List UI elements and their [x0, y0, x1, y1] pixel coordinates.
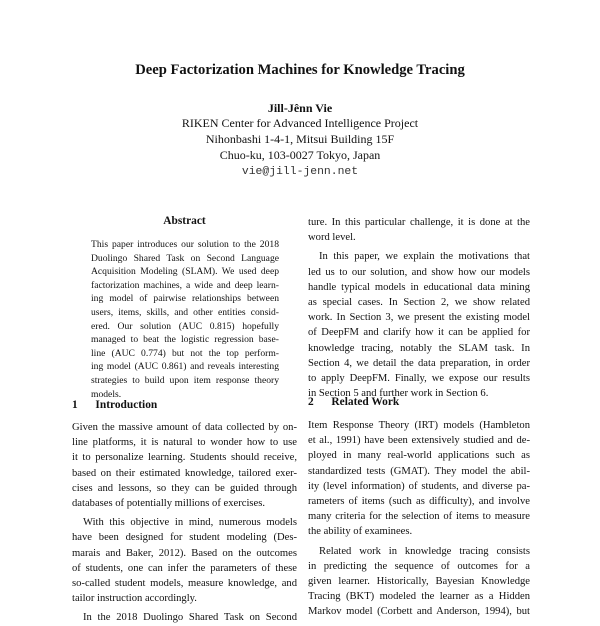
author-name: Jill-Jênn Vie — [267, 101, 333, 115]
paragraph-line: Section 4, we detail the data preparation, in order — [308, 357, 530, 369]
paragraph-line: of students, one can infer the parameters of these — [72, 562, 297, 574]
paragraph-line: ture. In this particular challenge, it is done at the — [308, 217, 530, 228]
related-work-text — [308, 418, 530, 620]
section-title: Related Work — [331, 396, 400, 408]
paragraph-line: based on their estimated knowledge, tailored exer- — [72, 467, 297, 479]
abstract-line: models. — [91, 388, 122, 400]
section-title: Introduction — [95, 399, 158, 411]
paragraph-line: so-called student models, measure knowledge, and — [72, 578, 297, 590]
paragraph-line: the ability of examinees. — [308, 526, 413, 538]
intro-continued-text — [308, 215, 530, 401]
paragraph-line: Item Response Theory (IRT) models (Hambleton — [308, 420, 530, 431]
paragraph-line: word level. — [308, 232, 356, 244]
paragraph-line: knowledge tracing, notably the SLAM task. In — [308, 342, 530, 354]
section-1-heading — [72, 398, 157, 412]
affiliation-block — [0, 115, 600, 180]
abstract-line: factorization machines, a wide and deep learn- — [91, 279, 279, 291]
paragraph-line: tailor instruction accordingly. — [72, 593, 197, 605]
paragraph-line: many criteria for the selection of items to measure — [308, 511, 530, 523]
abstract-line: ing model of pairwise relationships between — [91, 293, 279, 305]
paragraph-line: in Section 5 and further work in Section 6. — [308, 388, 489, 400]
paragraph-line: Tracing (BKT) modeled the learner as a Hidden — [308, 591, 530, 603]
paragraph-line: have been designed for student modeling (Des- — [72, 532, 297, 544]
abstract-text — [91, 238, 279, 401]
affiliation-line: Chuo-ku, 103-0027 Tokyo, Japan — [219, 148, 381, 163]
paragraph-line: In the 2018 Duolingo Shared Task on Second — [83, 612, 297, 624]
paper-title: Deep Factorization Machines for Knowledge Tracing — [135, 62, 465, 78]
abstract-line: This paper introduces our solution to the 2018 — [91, 239, 279, 250]
abstract-line: users, items, skills, and other entities consid- — [91, 306, 279, 318]
paragraph-line: it to personalize learning. Students should receive, — [72, 452, 297, 464]
affiliation-line: Nihonbashi 1-4-1, Mitsui Building 15F — [205, 132, 395, 147]
paragraph-line: Markov model (Corbett and Anderson, 1994), but — [308, 606, 530, 618]
paragraph-line: given learner. Historically, Bayesian Knowledge — [308, 576, 530, 588]
abstract-line: Duolingo Shared Task on Second Language — [91, 252, 279, 264]
paragraph-line: In this paper, we explain the motivations that — [319, 251, 530, 263]
paragraph-line: handle typical models in educational data mining — [308, 281, 530, 293]
paragraph-line: to apply DeepFM. Finally, we expose our results — [308, 373, 530, 385]
paragraph-line: as special cases. In Section 2, we show related — [308, 297, 530, 309]
abstract-line: line (AUC 0.774) but not the top perform- — [91, 347, 279, 359]
paragraph-line: standardized tests (GMAT). They model the abil- — [308, 465, 530, 477]
paragraph-line: cises and lessons, so they can be guided through — [72, 482, 297, 494]
section-number: 1 — [72, 399, 78, 411]
paragraph-line: marais and Baker, 2012). Based on the outcomes — [72, 547, 297, 559]
abstract-heading: Abstract — [163, 215, 206, 227]
abstract-line: strategies to build upon item response theory — [91, 374, 279, 386]
paragraph-line: in predicting the sequence of outcomes for a — [308, 560, 530, 572]
abstract-line: ered. Our solution (AUC 0.815) hopefully — [91, 320, 279, 332]
affiliation-line: RIKEN Center for Advanced Intelligence Project — [181, 116, 419, 130]
paragraph-line: work. In Section 3, we present the existing model — [308, 312, 530, 324]
paragraph-line: Related work in knowledge tracing consists — [319, 545, 530, 557]
section-number: 2 — [308, 396, 314, 408]
paragraph-line: ity (level information) of students, and diverse pa- — [308, 480, 530, 492]
paragraph-line: ployed in many real-world applications such as — [308, 450, 530, 462]
paragraph-line: led us to our solution, and show how our models — [308, 266, 530, 278]
paragraph-line: databases of potentially millions of exercises. — [72, 498, 265, 510]
paragraph-line: line platforms, it is natural to wonder how to use — [72, 437, 297, 449]
introduction-text — [72, 420, 297, 626]
paragraph-line: Given the massive amount of data collected by on- — [72, 422, 297, 433]
paragraph-line: of DeepFM and clarify how it can be applied for — [308, 327, 530, 339]
paragraph-line: With this objective in mind, numerous models — [83, 517, 297, 529]
abstract-line: ing model (AUC 0.861) and reveals interesting — [91, 361, 279, 373]
abstract-line: managed to beat the logistic regression base- — [91, 334, 279, 346]
paragraph-line: rameters of items (such as difficulty), and involve — [308, 496, 530, 508]
abstract-line: Acquisition Modeling (SLAM). We used deep — [91, 266, 279, 278]
author-email: vie@jill-jenn.net — [241, 165, 359, 178]
paragraph-line: et al., 1991) have been extensively studied and de- — [308, 435, 530, 447]
section-2-heading — [308, 395, 399, 409]
